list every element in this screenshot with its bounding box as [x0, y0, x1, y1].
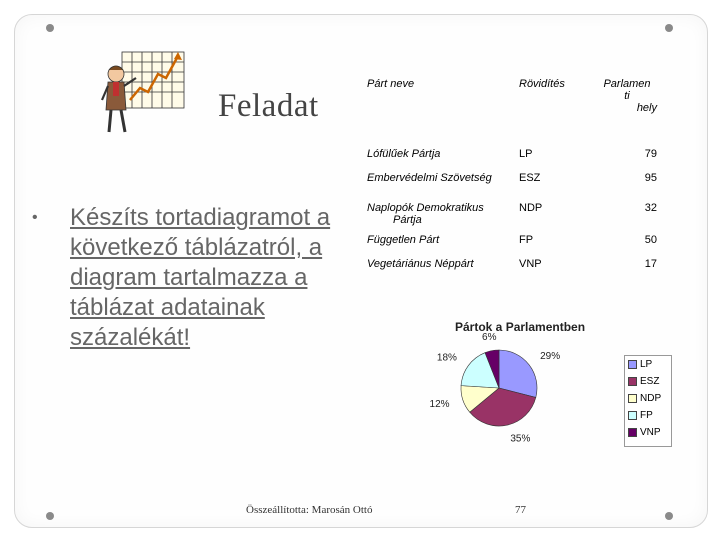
- pie-label-ndp: 12%: [429, 399, 450, 411]
- table-row: [365, 234, 659, 258]
- party-name: Embervédelmi Szövetség: [367, 172, 492, 184]
- party-abbr: ESZ: [519, 172, 541, 184]
- legend-label: VNP: [640, 427, 661, 438]
- legend-item-lp: [628, 359, 652, 371]
- legend-item-ndp: [628, 393, 661, 405]
- page-number: 77: [515, 504, 526, 516]
- header-seats-line-2: ti: [624, 90, 630, 102]
- slide-title: Feladat: [218, 88, 319, 124]
- header-seats: [595, 78, 659, 148]
- legend-swatch: [628, 360, 637, 369]
- party-name: Vegetáriánus Néppárt: [367, 258, 474, 270]
- party-seats: 95: [644, 172, 657, 184]
- legend-label: ESZ: [640, 376, 660, 387]
- party-name: Lófülűek Pártja: [367, 148, 441, 160]
- party-abbr: LP: [519, 148, 533, 160]
- legend-swatch: [628, 394, 637, 403]
- party-seats: 32: [644, 202, 657, 214]
- parties-table: [365, 78, 659, 282]
- task-text: Készíts tortadiagramot a következő táblázatról, a diagram tartalmazza a táblázat adatainak százalékát!: [70, 204, 331, 351]
- party-name-line-1: Naplopók Demokratikus: [367, 202, 484, 214]
- legend-swatch: [628, 428, 637, 437]
- chart-legend: [624, 355, 672, 447]
- party-abbr: VNP: [519, 258, 542, 270]
- legend-label: FP: [640, 410, 653, 421]
- header-party-name: Párt neve: [367, 78, 415, 90]
- bullet-marker: •: [32, 209, 38, 226]
- party-abbr: FP: [519, 234, 534, 246]
- corner-dot-bottom-right: [665, 512, 673, 520]
- pie-label-lp: 29%: [540, 351, 561, 363]
- party-seats: 50: [644, 234, 657, 246]
- legend-swatch: [628, 411, 637, 420]
- footer-author: Összeállította: Marosán Ottó: [246, 504, 373, 516]
- table-row: [365, 148, 659, 172]
- header-seats-line-1: Parlamen: [603, 78, 651, 90]
- corner-dot-top-left: [46, 24, 54, 32]
- table-row: [365, 202, 659, 234]
- header-seats-line-3: hely: [636, 102, 657, 114]
- party-seats: 79: [644, 148, 657, 160]
- corner-dot-top-right: [665, 24, 673, 32]
- table-header-row: [365, 78, 659, 148]
- party-name: Független Párt: [367, 234, 440, 246]
- presenter-chart-clipart: [100, 48, 190, 138]
- party-name: [365, 202, 517, 234]
- corner-dot-bottom-left: [46, 512, 54, 520]
- chart-title: Pártok a Parlamentben: [455, 320, 586, 334]
- legend-label: NDP: [640, 393, 662, 404]
- legend-item-fp: [628, 410, 653, 422]
- table-row: [365, 258, 659, 282]
- pie-label-fp: 18%: [436, 352, 457, 364]
- pie-label-vnp: 6%: [482, 331, 497, 343]
- legend-item-esz: [628, 376, 659, 388]
- party-seats: 17: [644, 258, 657, 270]
- legend-label: LP: [640, 359, 653, 370]
- pie-chart: [429, 331, 627, 450]
- header-abbreviation: Rövidítés: [519, 78, 565, 90]
- pie-label-esz: 35%: [510, 433, 531, 445]
- legend-swatch: [628, 377, 637, 386]
- table-row: [365, 172, 659, 202]
- party-abbr: NDP: [519, 202, 543, 214]
- party-name-line-2: Pártja: [393, 214, 422, 226]
- legend-item-vnp: [628, 427, 661, 439]
